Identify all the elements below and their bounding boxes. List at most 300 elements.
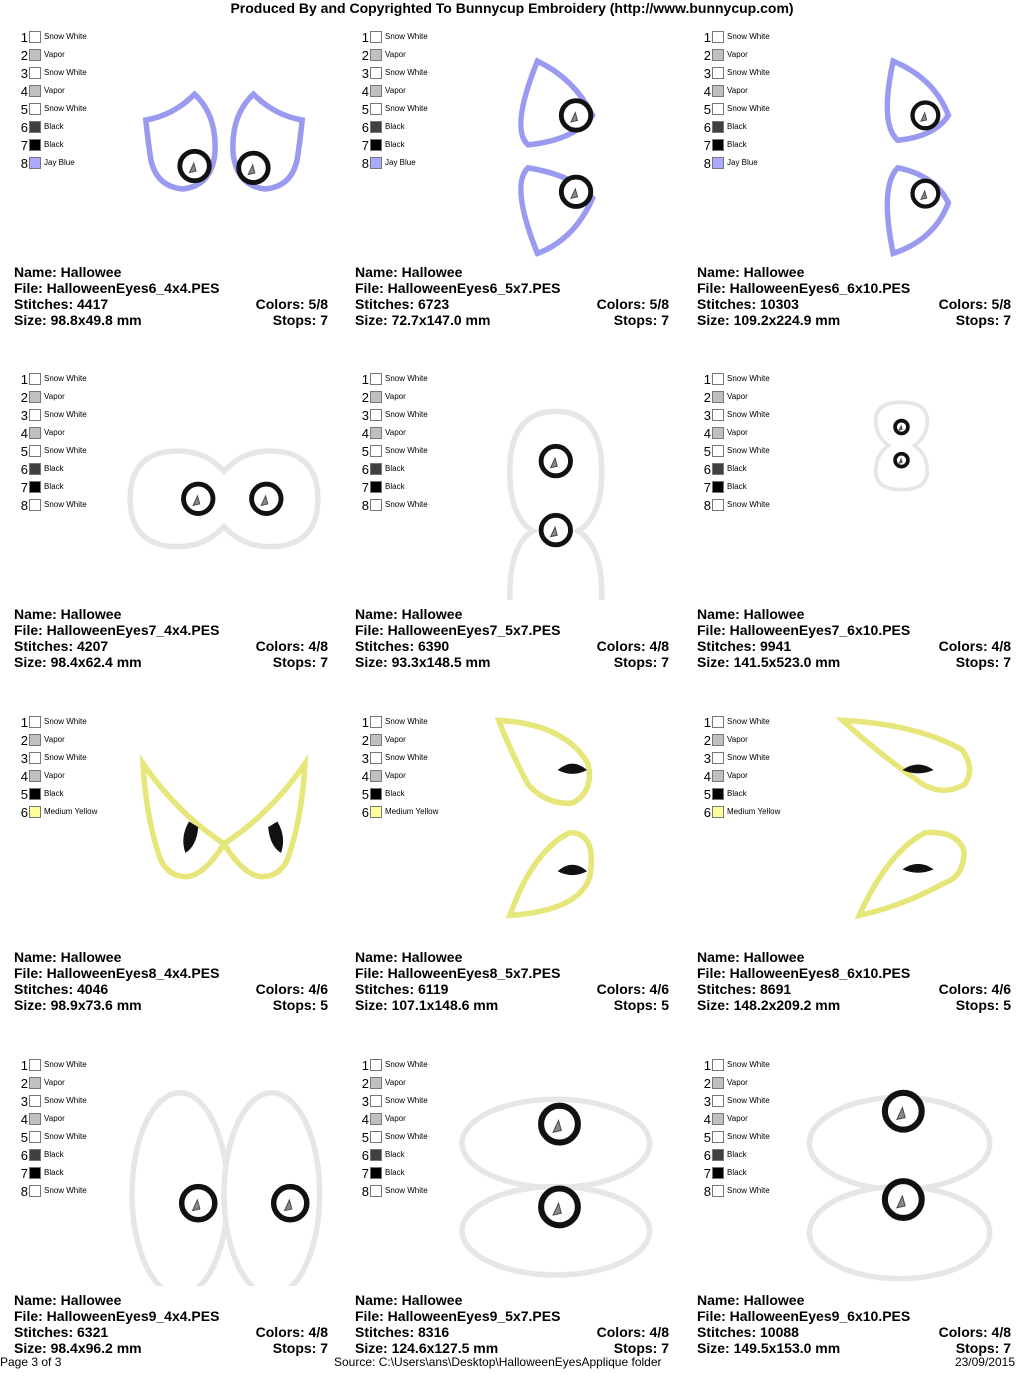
thread-name: Medium Yellow xyxy=(727,807,781,816)
thread-row xyxy=(697,46,807,64)
thread-swatch xyxy=(370,373,382,385)
thread-name: Black xyxy=(727,464,747,473)
design-file: File: HalloweenEyes7_4x4.PES xyxy=(14,622,220,638)
stop-count: Stops: 7 xyxy=(272,1340,328,1356)
info-line xyxy=(355,997,669,1013)
thread-row xyxy=(355,1146,465,1164)
thread-number: 8 xyxy=(361,155,369,171)
thread-row xyxy=(355,478,465,496)
info-line xyxy=(355,654,669,670)
thread-number: 5 xyxy=(361,443,369,459)
stitch-count: Stitches: 10088 xyxy=(697,1324,799,1340)
thread-row xyxy=(355,1056,465,1074)
info-line xyxy=(14,312,328,328)
design-preview xyxy=(114,370,334,600)
thread-name: Black xyxy=(727,1150,747,1159)
thread-name: Jay Blue xyxy=(385,158,416,167)
thread-swatch xyxy=(370,157,382,169)
info-line xyxy=(14,1308,328,1324)
thread-row xyxy=(697,154,807,172)
design-preview xyxy=(455,370,675,600)
thread-number: 5 xyxy=(703,1129,711,1145)
thread-swatch xyxy=(712,1149,724,1161)
thread-swatch xyxy=(712,463,724,475)
thread-name: Jay Blue xyxy=(44,158,75,167)
thread-number: 4 xyxy=(361,768,369,784)
thread-row xyxy=(697,785,807,803)
design-info xyxy=(355,264,669,328)
thread-number: 5 xyxy=(703,786,711,802)
thread-row xyxy=(14,1146,124,1164)
thread-swatch xyxy=(370,1095,382,1107)
thread-swatch xyxy=(712,1095,724,1107)
color-count: Colors: 5/8 xyxy=(255,296,328,312)
thread-name: Jay Blue xyxy=(727,158,758,167)
thread-row xyxy=(14,100,124,118)
thread-row xyxy=(355,370,465,388)
thread-row xyxy=(355,424,465,442)
design-preview xyxy=(455,713,675,943)
thread-name: Vapor xyxy=(385,428,406,437)
info-line xyxy=(697,312,1011,328)
thread-number: 4 xyxy=(703,425,711,441)
thread-name: Snow White xyxy=(44,68,87,77)
eyes-artwork xyxy=(455,713,675,943)
thread-swatch xyxy=(712,427,724,439)
thread-name: Snow White xyxy=(44,500,87,509)
design-size: Size: 124.6x127.5 mm xyxy=(355,1340,499,1356)
thread-swatch xyxy=(370,806,382,818)
thread-swatch xyxy=(29,770,41,782)
thread-name: Vapor xyxy=(44,50,65,59)
thread-number: 2 xyxy=(361,732,369,748)
info-line xyxy=(697,1324,1011,1340)
color-count: Colors: 5/8 xyxy=(938,296,1011,312)
thread-row xyxy=(355,118,465,136)
thread-name: Snow White xyxy=(44,374,87,383)
thread-number: 3 xyxy=(361,750,369,766)
thread-number: 3 xyxy=(20,407,28,423)
thread-row xyxy=(14,424,124,442)
stop-count: Stops: 7 xyxy=(272,312,328,328)
thread-row xyxy=(355,785,465,803)
stitch-count: Stitches: 10303 xyxy=(697,296,799,312)
design-file: File: HalloweenEyes8_6x10.PES xyxy=(697,965,911,981)
thread-number: 4 xyxy=(361,425,369,441)
thread-row xyxy=(14,1056,124,1074)
thread-name: Snow White xyxy=(727,104,770,113)
thread-row xyxy=(697,118,807,136)
thread-name: Black xyxy=(727,789,747,798)
design-name: Name: Hallowee xyxy=(697,606,805,622)
design-preview xyxy=(455,1056,675,1286)
thread-row xyxy=(14,1164,124,1182)
thread-swatch xyxy=(712,85,724,97)
thread-number: 3 xyxy=(703,65,711,81)
thread-number: 6 xyxy=(703,804,711,820)
design-cell xyxy=(14,1056,334,1396)
thread-name: Black xyxy=(727,122,747,131)
thread-number: 8 xyxy=(20,497,28,513)
design-preview xyxy=(114,1056,334,1286)
design-info xyxy=(697,264,1011,328)
thread-name: Snow White xyxy=(385,1186,428,1195)
thread-name: Snow White xyxy=(727,717,770,726)
thread-name: Snow White xyxy=(385,753,428,762)
thread-row xyxy=(697,713,807,731)
thread-name: Black xyxy=(385,464,405,473)
thread-swatch xyxy=(370,139,382,151)
eyes-artwork xyxy=(114,28,334,258)
thread-number: 6 xyxy=(361,1147,369,1163)
thread-row xyxy=(697,1110,807,1128)
thread-swatch xyxy=(712,67,724,79)
thread-number: 6 xyxy=(361,804,369,820)
thread-swatch xyxy=(29,49,41,61)
eyes-artwork xyxy=(455,28,675,258)
thread-number: 7 xyxy=(361,1165,369,1181)
thread-name: Snow White xyxy=(385,500,428,509)
thread-row xyxy=(355,28,465,46)
thread-number: 1 xyxy=(703,714,711,730)
thread-row xyxy=(697,424,807,442)
thread-swatch xyxy=(29,1095,41,1107)
thread-number: 6 xyxy=(20,119,28,135)
thread-number: 1 xyxy=(361,714,369,730)
thread-swatch xyxy=(370,1059,382,1071)
thread-number: 7 xyxy=(20,137,28,153)
thread-row xyxy=(697,136,807,154)
thread-swatch xyxy=(712,103,724,115)
thread-number: 4 xyxy=(703,1111,711,1127)
info-line xyxy=(697,965,1011,981)
thread-row xyxy=(14,1182,124,1200)
thread-name: Snow White xyxy=(385,32,428,41)
thread-row xyxy=(697,749,807,767)
thread-swatch xyxy=(370,1131,382,1143)
thread-legend xyxy=(14,713,124,821)
thread-number: 1 xyxy=(703,1057,711,1073)
thread-row xyxy=(697,460,807,478)
thread-row xyxy=(14,118,124,136)
thread-swatch xyxy=(29,103,41,115)
stitch-count: Stitches: 6321 xyxy=(14,1324,109,1340)
stop-count: Stops: 7 xyxy=(613,312,669,328)
thread-name: Vapor xyxy=(727,1114,748,1123)
thread-row xyxy=(14,370,124,388)
info-line xyxy=(355,1324,669,1340)
thread-number: 3 xyxy=(703,750,711,766)
thread-swatch xyxy=(712,373,724,385)
info-line xyxy=(697,606,1011,622)
thread-name: Vapor xyxy=(727,735,748,744)
stitch-count: Stitches: 4046 xyxy=(14,981,109,997)
page-header: Produced By and Copyrighted To Bunnycup Embroidery (http://www.bunnycup.com) xyxy=(230,0,794,16)
thread-row xyxy=(14,713,124,731)
design-info xyxy=(355,1292,669,1356)
design-name: Name: Hallowee xyxy=(355,949,463,965)
thread-number: 3 xyxy=(20,65,28,81)
thread-number: 5 xyxy=(20,443,28,459)
design-info xyxy=(355,949,669,1013)
thread-row xyxy=(697,370,807,388)
thread-row xyxy=(355,713,465,731)
info-line xyxy=(14,606,328,622)
thread-name: Snow White xyxy=(44,717,87,726)
thread-number: 4 xyxy=(20,768,28,784)
thread-name: Black xyxy=(727,140,747,149)
info-line xyxy=(697,280,1011,296)
thread-number: 7 xyxy=(20,479,28,495)
thread-number: 1 xyxy=(703,29,711,45)
eyes-artwork xyxy=(114,370,334,600)
thread-row xyxy=(14,388,124,406)
thread-row xyxy=(355,82,465,100)
thread-number: 2 xyxy=(20,389,28,405)
thread-number: 7 xyxy=(703,137,711,153)
thread-swatch xyxy=(712,31,724,43)
thread-number: 3 xyxy=(361,407,369,423)
design-preview xyxy=(797,1056,1017,1286)
stitch-count: Stitches: 6723 xyxy=(355,296,450,312)
info-line xyxy=(355,312,669,328)
design-info xyxy=(697,606,1011,670)
thread-name: Vapor xyxy=(44,428,65,437)
design-name: Name: Hallowee xyxy=(14,606,122,622)
thread-number: 2 xyxy=(20,732,28,748)
design-file: File: HalloweenEyes6_5x7.PES xyxy=(355,280,561,296)
design-file: File: HalloweenEyes9_4x4.PES xyxy=(14,1308,220,1324)
thread-row xyxy=(14,460,124,478)
thread-number: 4 xyxy=(361,83,369,99)
thread-row xyxy=(355,1128,465,1146)
thread-name: Snow White xyxy=(727,500,770,509)
info-line xyxy=(697,949,1011,965)
info-line xyxy=(355,965,669,981)
thread-row xyxy=(697,1056,807,1074)
thread-number: 7 xyxy=(361,479,369,495)
thread-name: Vapor xyxy=(385,771,406,780)
thread-row xyxy=(355,64,465,82)
thread-swatch xyxy=(29,1059,41,1071)
stop-count: Stops: 7 xyxy=(955,1340,1011,1356)
thread-name: Snow White xyxy=(385,1096,428,1105)
thread-swatch xyxy=(29,806,41,818)
color-count: Colors: 4/8 xyxy=(255,638,328,654)
thread-number: 3 xyxy=(361,65,369,81)
design-size: Size: 107.1x148.6 mm xyxy=(355,997,499,1013)
thread-name: Snow White xyxy=(385,717,428,726)
thread-row xyxy=(14,406,124,424)
thread-name: Vapor xyxy=(385,1078,406,1087)
thread-name: Vapor xyxy=(727,86,748,95)
design-cell xyxy=(697,370,1017,710)
thread-swatch xyxy=(370,481,382,493)
thread-swatch xyxy=(712,1185,724,1197)
stitch-count: Stitches: 4207 xyxy=(14,638,109,654)
stitch-count: Stitches: 9941 xyxy=(697,638,792,654)
info-line xyxy=(14,296,328,312)
thread-swatch xyxy=(29,499,41,511)
thread-number: 8 xyxy=(703,497,711,513)
thread-number: 1 xyxy=(20,714,28,730)
thread-swatch xyxy=(370,1113,382,1125)
thread-row xyxy=(355,136,465,154)
thread-swatch xyxy=(712,770,724,782)
thread-name: Vapor xyxy=(727,428,748,437)
thread-swatch xyxy=(370,67,382,79)
thread-swatch xyxy=(712,1059,724,1071)
thread-number: 4 xyxy=(20,1111,28,1127)
thread-number: 4 xyxy=(703,83,711,99)
design-file: File: HalloweenEyes8_5x7.PES xyxy=(355,965,561,981)
design-file: File: HalloweenEyes6_4x4.PES xyxy=(14,280,220,296)
thread-swatch xyxy=(29,139,41,151)
thread-row xyxy=(697,388,807,406)
thread-number: 4 xyxy=(20,83,28,99)
thread-number: 5 xyxy=(361,101,369,117)
thread-legend xyxy=(697,28,807,172)
thread-swatch xyxy=(29,1149,41,1161)
stitch-count: Stitches: 8691 xyxy=(697,981,792,997)
thread-swatch xyxy=(370,463,382,475)
thread-name: Snow White xyxy=(727,1186,770,1195)
thread-row xyxy=(697,442,807,460)
thread-number: 1 xyxy=(20,29,28,45)
thread-name: Snow White xyxy=(385,68,428,77)
thread-swatch xyxy=(712,121,724,133)
thread-name: Vapor xyxy=(727,50,748,59)
design-name: Name: Hallowee xyxy=(355,606,463,622)
design-info xyxy=(14,606,328,670)
thread-number: 1 xyxy=(20,371,28,387)
thread-legend xyxy=(697,1056,807,1200)
thread-legend xyxy=(14,1056,124,1200)
thread-name: Vapor xyxy=(44,735,65,744)
thread-name: Vapor xyxy=(385,86,406,95)
page-number: Page 3 of 3 xyxy=(0,1355,62,1369)
thread-swatch xyxy=(712,49,724,61)
info-line xyxy=(355,638,669,654)
thread-row xyxy=(697,406,807,424)
thread-swatch xyxy=(29,409,41,421)
thread-row xyxy=(697,64,807,82)
design-cell xyxy=(14,713,334,1053)
thread-row xyxy=(355,46,465,64)
thread-legend xyxy=(14,28,124,172)
thread-name: Vapor xyxy=(727,771,748,780)
thread-swatch xyxy=(370,499,382,511)
info-line xyxy=(355,606,669,622)
info-line xyxy=(355,622,669,638)
thread-number: 2 xyxy=(361,1075,369,1091)
stop-count: Stops: 7 xyxy=(955,312,1011,328)
thread-number: 4 xyxy=(361,1111,369,1127)
thread-number: 2 xyxy=(20,47,28,63)
thread-legend xyxy=(355,28,465,172)
thread-swatch xyxy=(712,1131,724,1143)
thread-number: 6 xyxy=(703,1147,711,1163)
design-info xyxy=(14,949,328,1013)
thread-number: 5 xyxy=(703,443,711,459)
thread-name: Medium Yellow xyxy=(44,807,98,816)
thread-swatch xyxy=(712,499,724,511)
info-line xyxy=(697,1292,1011,1308)
color-count: Colors: 4/6 xyxy=(596,981,669,997)
thread-row xyxy=(14,136,124,154)
info-line xyxy=(697,654,1011,670)
info-line xyxy=(14,654,328,670)
thread-swatch xyxy=(29,121,41,133)
thread-swatch xyxy=(712,1113,724,1125)
thread-number: 6 xyxy=(361,461,369,477)
thread-swatch xyxy=(29,85,41,97)
thread-row xyxy=(14,785,124,803)
info-line xyxy=(697,638,1011,654)
design-file: File: HalloweenEyes7_6x10.PES xyxy=(697,622,911,638)
eyes-artwork xyxy=(797,1056,1017,1286)
design-preview xyxy=(797,713,1017,943)
design-size: Size: 141.5x523.0 mm xyxy=(697,654,841,670)
thread-number: 8 xyxy=(361,1183,369,1199)
thread-name: Snow White xyxy=(727,1132,770,1141)
thread-swatch xyxy=(29,716,41,728)
stitch-count: Stitches: 4417 xyxy=(14,296,109,312)
thread-swatch xyxy=(712,716,724,728)
design-info xyxy=(14,1292,328,1356)
info-line xyxy=(14,622,328,638)
color-count: Colors: 4/8 xyxy=(938,1324,1011,1340)
design-name: Name: Hallowee xyxy=(697,949,805,965)
thread-number: 2 xyxy=(703,1075,711,1091)
design-preview xyxy=(114,713,334,943)
thread-row xyxy=(697,731,807,749)
thread-row xyxy=(14,1128,124,1146)
thread-name: Snow White xyxy=(727,410,770,419)
thread-row xyxy=(697,1092,807,1110)
design-size: Size: 98.4x62.4 mm xyxy=(14,654,142,670)
thread-row xyxy=(14,749,124,767)
thread-name: Vapor xyxy=(385,392,406,401)
eyes-artwork xyxy=(797,713,1017,943)
stitch-count: Stitches: 8316 xyxy=(355,1324,450,1340)
thread-number: 1 xyxy=(20,1057,28,1073)
thread-row xyxy=(14,1074,124,1092)
info-line xyxy=(355,1308,669,1324)
thread-number: 5 xyxy=(361,786,369,802)
design-cell xyxy=(697,28,1017,368)
thread-row xyxy=(697,82,807,100)
color-count: Colors: 4/6 xyxy=(255,981,328,997)
thread-swatch xyxy=(712,409,724,421)
thread-row xyxy=(355,1164,465,1182)
design-cell xyxy=(14,28,334,368)
design-cell xyxy=(697,1056,1017,1396)
thread-number: 8 xyxy=(20,155,28,171)
info-line xyxy=(697,296,1011,312)
thread-name: Vapor xyxy=(44,392,65,401)
stop-count: Stops: 5 xyxy=(955,997,1011,1013)
thread-swatch xyxy=(712,445,724,457)
thread-name: Snow White xyxy=(44,446,87,455)
thread-number: 8 xyxy=(20,1183,28,1199)
thread-swatch xyxy=(29,67,41,79)
thread-row xyxy=(14,1092,124,1110)
eyes-artwork xyxy=(797,370,1017,600)
thread-swatch xyxy=(29,1077,41,1089)
thread-number: 7 xyxy=(703,479,711,495)
thread-name: Vapor xyxy=(385,50,406,59)
